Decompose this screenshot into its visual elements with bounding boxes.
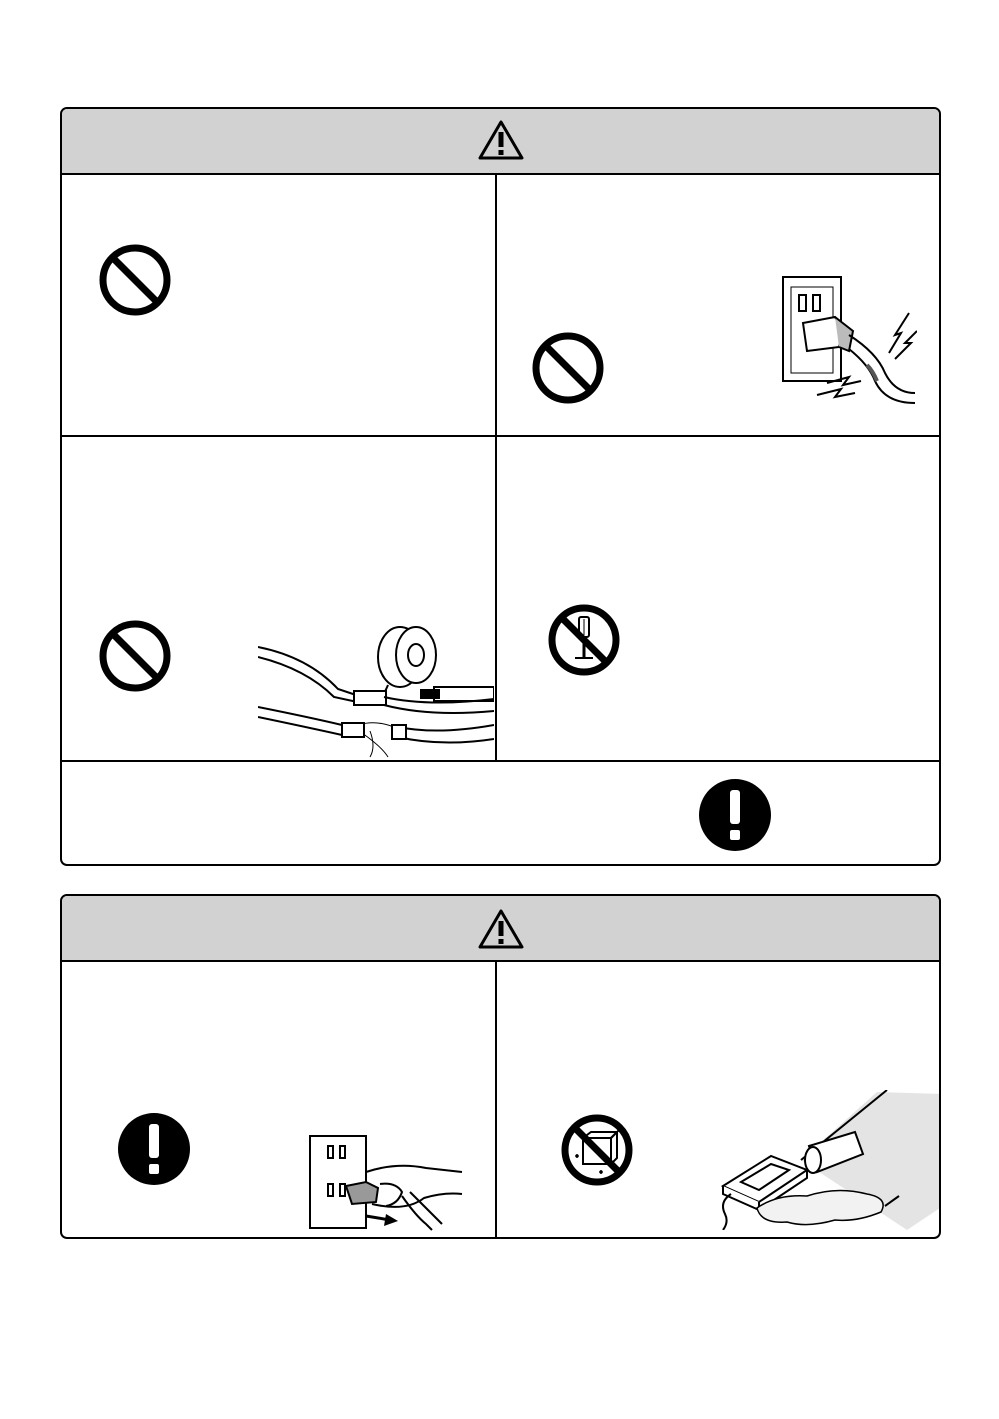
spilled-drink-on-device-illustration [717,1090,941,1230]
warning-cell-1 [62,175,495,435]
warning-panel-header [62,109,939,175]
prohibition-icon [98,619,172,693]
mandatory-action-icon [698,778,772,852]
prohibition-icon [98,243,172,317]
warning-cell-2 [497,175,941,435]
warning-panel [60,107,941,866]
caution-cell-1 [62,962,495,1239]
caution-panel [60,894,941,1239]
warning-footer [62,762,941,866]
caution-cell-2 [497,962,941,1239]
warning-cell-4 [497,437,941,760]
mandatory-action-icon [117,1112,191,1186]
caution-panel-header [62,896,939,962]
no-disassembly-icon [547,603,621,677]
spliced-cords-with-tape-illustration [258,607,494,759]
unplugging-by-holding-plug-illustration [306,1132,466,1232]
warning-triangle-icon [477,908,525,950]
no-wet-exposure-icon [559,1112,635,1188]
damaged-power-cord-at-outlet-illustration [777,273,917,413]
warning-triangle-icon [477,119,525,161]
warning-cell-3 [62,437,495,760]
prohibition-icon [531,331,605,405]
